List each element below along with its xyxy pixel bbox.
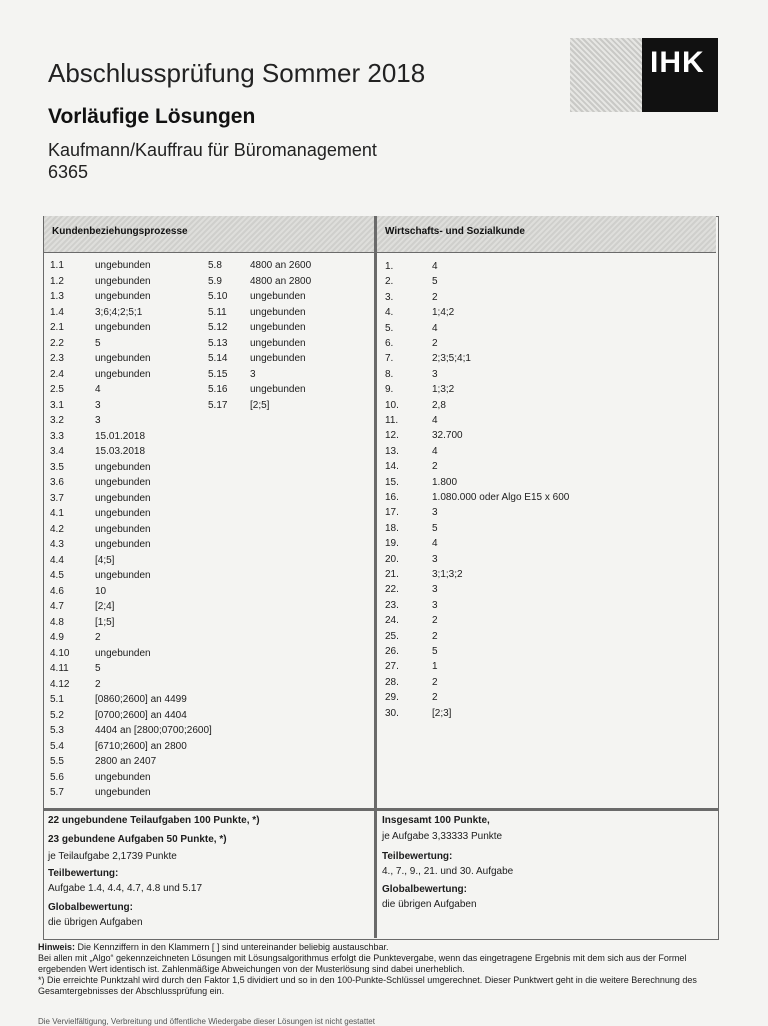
task-answer: [1;5] — [95, 616, 115, 628]
task-answer: 5 — [95, 337, 101, 349]
task-number: 1.2 — [50, 275, 64, 287]
task-answer: ungebunden — [250, 384, 306, 395]
left-footer-line2: 23 gebundene Aufgaben 50 Punkte, *) — [48, 834, 227, 845]
task-answer: 2 — [95, 632, 101, 643]
task-answer: ungebunden — [95, 771, 151, 783]
task-answer: 4 — [432, 261, 438, 272]
task-answer: 4 — [432, 538, 438, 550]
column-divider — [374, 216, 377, 938]
task-number: 3.3 — [50, 430, 64, 442]
task-number: 1.1 — [50, 260, 64, 271]
task-answer: 3 — [432, 553, 438, 565]
page-title: Abschlussprüfung Sommer 2018 — [48, 58, 426, 88]
task-number: 6. — [385, 338, 394, 349]
profession-code: 6365 — [48, 162, 89, 182]
profession-name: Kaufmann/Kauffrau für Büromanagement — [48, 140, 377, 160]
task-number: 5.9 — [208, 275, 222, 287]
task-answer: ungebunden — [95, 368, 151, 380]
star-note: *) Die erreichte Punktzahl wird durch den Faktor 1,5 dividiert und so in den 100-Punkte-Schlüssel umgerechnet. Dieser Punktwert geht in die weitere Berechnung des Gesamtergebnisses der Abschlussprüfung ein. — [38, 975, 697, 996]
task-number: 4.11 — [50, 663, 69, 674]
task-answer: 5 — [432, 646, 438, 657]
task-number: 28. — [385, 676, 399, 688]
task-answer: 4800 an 2800 — [250, 275, 312, 287]
task-number: 10. — [385, 399, 399, 411]
logo-grey-block — [570, 38, 642, 112]
left-teil-value: Aufgabe 1.4, 4.4, 4.7, 4.8 und 5.17 — [48, 883, 203, 894]
task-number: 24. — [385, 615, 399, 627]
task-answer: 1;4;2 — [432, 307, 455, 319]
task-number: 18. — [385, 522, 399, 534]
right-footer-line1: Insgesamt 100 Punkte, — [382, 815, 490, 826]
task-number: 5.17 — [208, 399, 228, 411]
task-number: 2. — [385, 276, 394, 288]
right-section-heading: Wirtschafts- und Sozialkunde — [385, 226, 525, 237]
right-global-value: die übrigen Aufgaben — [382, 899, 477, 910]
task-answer: 32.700 — [432, 430, 463, 442]
task-number: 5.12 — [208, 322, 228, 333]
task-answer: 3;6;4;2;5;1 — [95, 306, 143, 318]
task-number: 27. — [385, 661, 399, 673]
task-number: 16. — [385, 492, 399, 503]
task-answer: [0700;2600] an 4404 — [95, 709, 187, 721]
task-answer: 3 — [432, 599, 438, 611]
task-answer: 3 — [432, 368, 438, 380]
task-number: 5.4 — [50, 740, 64, 752]
task-number: 1.3 — [50, 291, 64, 302]
task-answer: ungebunden — [250, 337, 306, 349]
left-footer-line3: je Teilaufgabe 2,1739 Punkte — [48, 851, 177, 862]
copyright-cut-text: Die Vervielfältigung, Verbreitung und öffentliche Wiedergabe dieser Lösungen ist nicht gestattet — [38, 1017, 375, 1026]
task-number: 7. — [385, 353, 394, 365]
task-number: 4.2 — [50, 523, 64, 535]
task-answer: 2 — [432, 692, 438, 704]
task-answer: 2800 an 2407 — [95, 756, 157, 767]
left-global-label: Globalbewertung: — [48, 902, 133, 913]
task-number: 3.7 — [50, 492, 64, 504]
algo-note: Bei allen mit „Algo“ gekennzeichneten Lösungen mit Lösungsalgorithmus erfolgt die Punktevergabe, wenn das eingetragene Ergebnis mit dem sich aus der Formel ergebenden Wert identisch ist. Zahlenmäßige Abweichungen von der Musterlösung sind dabei unerheblich. — [38, 953, 687, 974]
right-footer-line2: je Aufgabe 3,33333 Punkte — [382, 831, 503, 842]
right-global-label: Globalbewertung: — [382, 884, 467, 895]
task-answer: [2;4] — [95, 601, 115, 612]
task-number: 5.16 — [208, 384, 228, 395]
task-answer: ungebunden — [95, 492, 151, 504]
task-number: 30. — [385, 707, 399, 719]
task-answer: 4 — [95, 384, 101, 395]
task-number: 5.5 — [50, 756, 64, 767]
task-number: 9. — [385, 384, 394, 396]
left-teil-label: Teilbewertung: — [48, 868, 119, 879]
task-answer: ungebunden — [250, 322, 306, 333]
task-number: 2.1 — [50, 322, 64, 333]
task-answer: [2;5] — [250, 399, 270, 411]
left-footer-line1: 22 ungebundene Teilaufgaben 100 Punkte, *) — [48, 815, 260, 826]
task-answer: 2 — [432, 676, 438, 688]
right-section-header — [377, 216, 716, 253]
task-number: 4.3 — [50, 539, 64, 550]
task-answer: ungebunden — [95, 291, 151, 302]
task-number: 8. — [385, 368, 394, 380]
task-answer: 1.080.000 oder Algo E15 x 600 — [432, 492, 570, 503]
task-number: 3. — [385, 291, 394, 303]
task-number: 12. — [385, 430, 399, 442]
ihk-logo — [570, 38, 718, 112]
task-answer: 4 — [432, 445, 438, 457]
task-answer: 2 — [432, 291, 438, 303]
task-number: 4.9 — [50, 632, 64, 643]
task-answer: ungebunden — [95, 477, 151, 488]
task-number: 2.5 — [50, 384, 64, 395]
task-number: 13. — [385, 445, 399, 457]
task-answer: 2 — [432, 630, 438, 642]
task-number: 15. — [385, 476, 399, 488]
task-answer: 2 — [432, 461, 438, 473]
task-number: 4. — [385, 307, 394, 319]
task-answer: 1.800 — [432, 476, 458, 488]
task-answer: 15.01.2018 — [95, 430, 146, 442]
task-answer: 4404 an [2800;0700;2600] — [95, 725, 212, 736]
left-section-heading: Kundenbeziehungsprozesse — [52, 226, 188, 237]
task-number: 5.14 — [208, 353, 228, 364]
task-answer: ungebunden — [95, 787, 151, 798]
task-number: 4.5 — [50, 570, 64, 581]
task-answer: [2;3] — [432, 707, 452, 719]
hinweis-text: Die Kennziffern in den Klammern [ ] sind untereinander beliebig austauschbar. — [77, 942, 389, 952]
task-answer: ungebunden — [95, 353, 151, 364]
hinweis-label: Hinweis: — [38, 942, 76, 952]
task-answer: 2 — [432, 615, 438, 627]
task-number: 5.15 — [208, 368, 228, 380]
task-answer: ungebunden — [95, 461, 151, 473]
task-number: 14. — [385, 461, 399, 473]
footer-divider — [43, 808, 719, 811]
task-number: 26. — [385, 646, 399, 657]
task-number: 2.4 — [50, 368, 64, 380]
task-answer: 2 — [95, 678, 101, 690]
task-number: 4.1 — [50, 508, 64, 519]
task-answer: [6710;2600] an 2800 — [95, 740, 187, 752]
task-number: 20. — [385, 553, 399, 565]
task-answer: ungebunden — [95, 275, 151, 287]
task-number: 1.4 — [50, 306, 64, 318]
task-answer: 3 — [250, 368, 256, 380]
task-number: 3.1 — [50, 399, 64, 411]
task-answer: 4 — [432, 415, 438, 426]
task-number: 11. — [385, 415, 399, 426]
task-number: 5.6 — [50, 771, 64, 783]
task-answer: 2,8 — [432, 399, 446, 411]
task-answer: ungebunden — [95, 322, 151, 333]
task-number: 2.2 — [50, 337, 64, 349]
task-number: 5.10 — [208, 291, 228, 302]
task-answer: 3 — [95, 399, 101, 411]
task-answer: 2 — [432, 338, 438, 349]
left-global-value: die übrigen Aufgaben — [48, 917, 143, 928]
task-answer: ungebunden — [95, 523, 151, 535]
task-number: 5.13 — [208, 337, 228, 349]
task-answer: ungebunden — [250, 306, 306, 318]
task-answer: 5 — [432, 276, 438, 288]
task-number: 19. — [385, 538, 399, 550]
task-answer: 1;3;2 — [432, 384, 455, 396]
right-teil-value: 4., 7., 9., 21. und 30. Aufgabe — [382, 866, 514, 877]
task-answer: 5 — [95, 663, 101, 674]
task-answer: [0860;2600] an 4499 — [95, 694, 187, 705]
task-answer: [4;5] — [95, 554, 115, 566]
task-answer: 1 — [432, 661, 438, 673]
task-answer: ungebunden — [95, 647, 151, 659]
task-number: 4.10 — [50, 647, 70, 659]
task-answer: ungebunden — [250, 353, 306, 364]
task-number: 3.6 — [50, 477, 64, 488]
task-number: 3.5 — [50, 461, 64, 473]
task-answer: ungebunden — [95, 570, 151, 581]
task-number: 1. — [385, 261, 394, 272]
task-answer: 15.03.2018 — [95, 446, 146, 457]
task-answer: 3 — [95, 415, 101, 426]
task-answer: 4 — [432, 322, 438, 334]
task-number: 17. — [385, 507, 399, 519]
task-answer: ungebunden — [95, 539, 151, 550]
page-subtitle: Vorläufige Lösungen — [48, 105, 256, 128]
task-number: 2.3 — [50, 353, 64, 364]
task-number: 5.1 — [50, 694, 64, 705]
task-number: 29. — [385, 692, 399, 704]
notes-block — [38, 942, 728, 997]
task-answer: 3;1;3;2 — [432, 569, 463, 580]
task-number: 5. — [385, 322, 394, 334]
task-number: 5.11 — [208, 306, 227, 318]
task-number: 5.8 — [208, 260, 222, 271]
right-teil-label: Teilbewertung: — [382, 851, 453, 862]
task-answer: 3 — [432, 584, 438, 596]
task-number: 4.8 — [50, 616, 64, 628]
task-number: 21. — [385, 569, 399, 580]
left-section-header — [44, 216, 374, 253]
task-number: 4.12 — [50, 678, 70, 690]
task-number: 5.3 — [50, 725, 64, 736]
task-answer: 3 — [432, 507, 438, 519]
task-answer: 4800 an 2600 — [250, 260, 312, 271]
task-answer: ungebunden — [95, 508, 151, 519]
task-number: 3.2 — [50, 415, 64, 426]
task-answer: ungebunden — [250, 291, 306, 302]
task-number: 3.4 — [50, 446, 64, 457]
task-number: 4.7 — [50, 601, 64, 612]
task-answer: 10 — [95, 585, 107, 597]
task-number: 5.7 — [50, 787, 64, 798]
task-number: 5.2 — [50, 709, 64, 721]
task-number: 25. — [385, 630, 399, 642]
task-answer: ungebunden — [95, 260, 151, 271]
task-answer: 2;3;5;4;1 — [432, 353, 471, 365]
task-answer: 5 — [432, 522, 438, 534]
task-number: 4.6 — [50, 585, 64, 597]
task-number: 23. — [385, 599, 399, 611]
task-number: 22. — [385, 584, 399, 596]
logo-text: IHK — [650, 46, 705, 79]
task-number: 4.4 — [50, 554, 64, 566]
hinweis-note — [38, 942, 728, 953]
